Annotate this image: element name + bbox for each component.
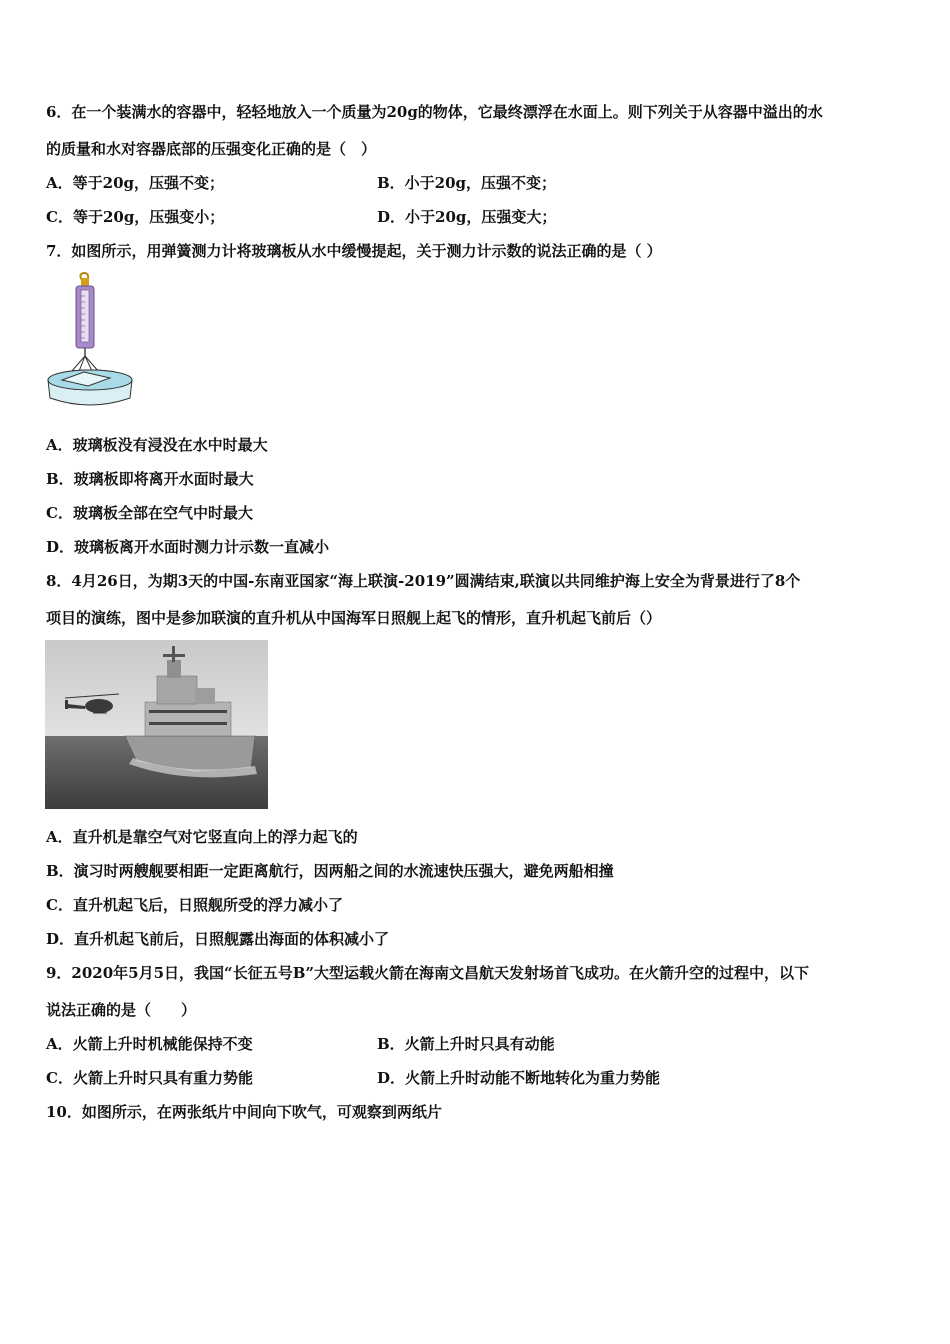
q8-option-a: A．直升机是靠空气对它竖直向上的浮力起飞的	[46, 828, 358, 846]
q9-option-c: C．火箭上升时只具有重力势能	[46, 1069, 253, 1087]
q9-option-d: D．火箭上升时动能不断地转化为重力势能	[377, 1069, 661, 1087]
q6-stem-line1: 6．在一个装满水的容器中，轻轻地放入一个质量为20g的物体，它最终漂浮在水面上。则下列关于从容器中溢出的水	[46, 103, 823, 121]
q6-option-c: C．等于20g，压强变小；	[46, 208, 225, 226]
q7-option-b: B．玻璃板即将离开水面时最大	[46, 470, 254, 488]
q7-option-a: A．玻璃板没有浸没在水中时最大	[46, 436, 268, 454]
q9-stem-line2: 说法正确的是（ ）	[46, 1001, 197, 1019]
q8-stem-line2: 项目的演练，图中是参加联演的直升机从中国海军日照舰上起飞的情形，直升机起飞前后（）	[46, 609, 662, 627]
spring-scale-figure	[44, 272, 136, 412]
q6-stem-line2: 的质量和水对容器底部的压强变化正确的是（ ）	[46, 140, 377, 158]
q7-stem: 7．如图所示，用弹簧测力计将玻璃板从水中缓慢提起，关于测力计示数的说法正确的是（ ）	[46, 242, 662, 260]
q8-option-b: B．演习时两艘舰要相距一定距离航行，因两船之间的水流速快压强大，避免两船相撞	[46, 862, 614, 880]
q6-option-a: A．等于20g，压强不变；	[46, 174, 225, 192]
q8-option-d: D．直升机起飞前后，日照舰露出海面的体积减小了	[46, 930, 390, 948]
warship-helicopter-photo	[45, 640, 268, 809]
q9-stem-line1: 9．2020年5月5日，我国“长征五号B”大型运载火箭在海南文昌航天发射场首飞成功。在火箭升空的过程中，以下	[46, 964, 809, 982]
q8-stem-line1: 8．4月26日，为期3天的中国-东南亚国家“海上联演-2019”圆满结束,联演以共同维护海上安全为背景进行了8个	[46, 572, 801, 590]
q7-option-d: D．玻璃板离开水面时测力计示数一直减小	[46, 538, 330, 556]
q9-option-b: B．火箭上升时只具有动能	[377, 1035, 555, 1053]
q7-option-c: C．玻璃板全部在空气中时最大	[46, 504, 253, 522]
q6-option-d: D．小于20g，压强变大；	[377, 208, 557, 226]
q6-option-b: B．小于20g，压强不变；	[377, 174, 557, 192]
q10-stem: 10．如图所示，在两张纸片中间向下吹气，可观察到两纸片	[46, 1103, 442, 1121]
q9-option-a: A．火箭上升时机械能保持不变	[46, 1035, 253, 1053]
q8-option-c: C．直升机起飞后，日照舰所受的浮力减小了	[46, 896, 343, 914]
